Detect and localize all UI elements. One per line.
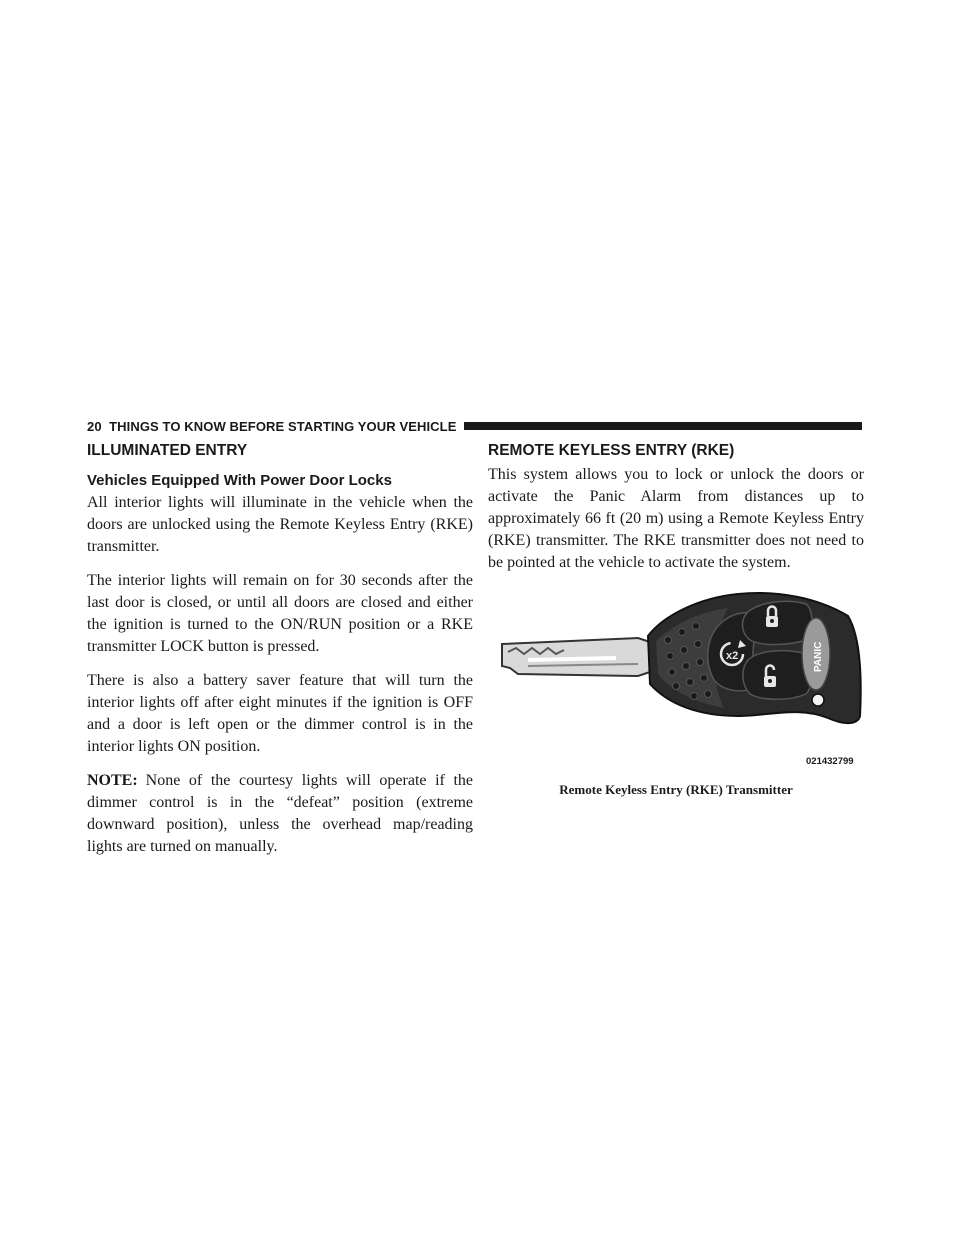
- note-text: None of the courtesy lights will operate if the dimmer control is in the “defeat” position (extreme downward position), unless the overhead map/reading lights are turned on manually.: [87, 772, 473, 855]
- figure-code: 021432799: [806, 756, 854, 767]
- remote-start-label: x2: [726, 650, 739, 662]
- note-paragraph: [87, 770, 473, 858]
- figure-caption: Remote Keyless Entry (RKE) Transmitter: [559, 782, 793, 797]
- section-title: THINGS TO KNOW BEFORE STARTING YOUR VEHICLE: [109, 419, 457, 434]
- power-door-locks-subheading: Vehicles Equipped With Power Door Locks: [87, 472, 392, 489]
- illuminated-entry-heading: ILLUMINATED ENTRY: [87, 442, 248, 459]
- rke-transmitter-figure: [488, 576, 864, 806]
- key-fob-illustration: [488, 576, 864, 776]
- note-label: NOTE:: [87, 772, 138, 789]
- page-header: [87, 418, 862, 438]
- right-column: [488, 442, 864, 586]
- lock-button[interactable]: [743, 601, 812, 644]
- paragraph-1: All interior lights will illuminate in the vehicle when the doors are unlocked using the Remote Keyless Entry (RKE) transmitter.: [87, 494, 473, 555]
- rke-paragraph: This system allows you to lock or unlock the doors or activate the Panic Alarm from distances up to approximately 66 ft (20 m) using a Remote Keyless Entry (RKE) transmitter. The RKE transmitter does not need to be pointed at the vehicle to activate the system.: [488, 466, 864, 571]
- left-column: [87, 442, 473, 870]
- key-blade: [502, 638, 650, 676]
- panic-label: PANIC: [813, 641, 824, 672]
- panic-button[interactable]: [802, 618, 830, 690]
- page-number: 20: [87, 419, 102, 434]
- key-ring-hole: [812, 694, 824, 706]
- paragraph-3: There is also a battery saver feature that will turn the interior lights off after eight minutes if the ignition is OFF and a door is left open or the dimmer control is in the interior lights ON position.: [87, 672, 473, 755]
- running-header: [87, 418, 456, 436]
- rke-heading: REMOTE KEYLESS ENTRY (RKE): [488, 442, 735, 459]
- paragraph-2: The interior lights will remain on for 30 seconds after the last door is closed, or until all doors are closed and either the ignition is turned to the ON/RUN position or a RKE transmitter LOCK button is pressed.: [87, 572, 473, 655]
- header-rule: [464, 422, 862, 430]
